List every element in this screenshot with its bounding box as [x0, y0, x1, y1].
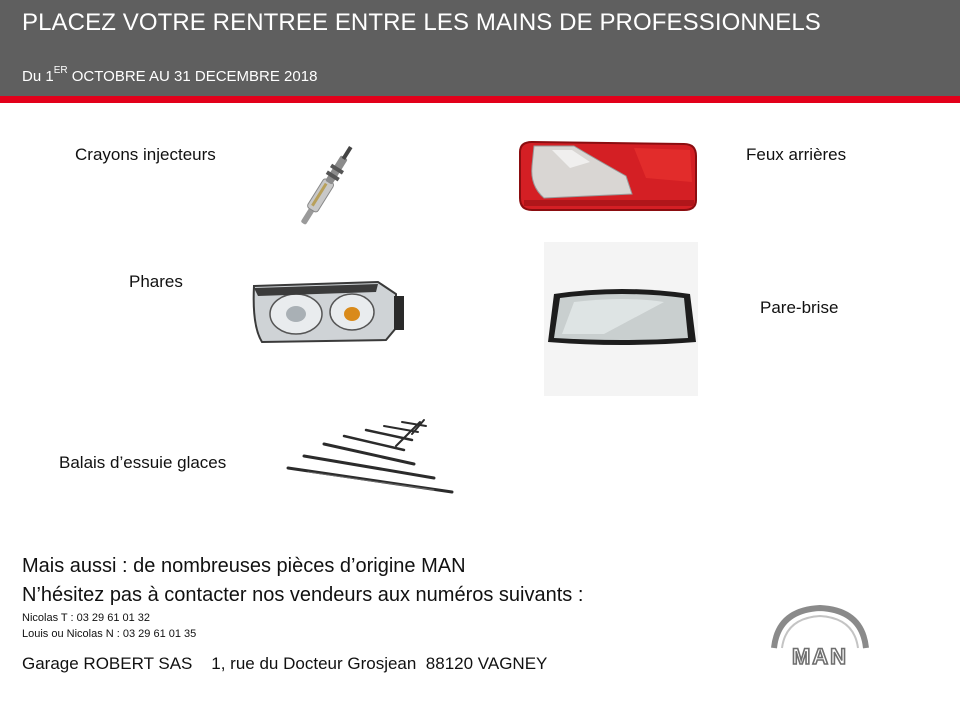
page-title: PLACEZ VOTRE RENTREE ENTRE LES MAINS DE PROFESSIONNELS	[22, 9, 821, 36]
dates-prefix: Du 1	[22, 68, 54, 85]
also-text: Mais aussi : de nombreuses pièces d’origine MAN	[22, 555, 466, 577]
promotion-dates	[22, 65, 318, 85]
headlight-image	[248, 276, 408, 346]
wipers-image	[284, 416, 460, 498]
label-headlights: Phares	[129, 272, 183, 291]
windshield-image	[544, 284, 700, 352]
dates-superscript: ER	[53, 65, 68, 76]
phone-line-1: Nicolas T : 03 29 61 01 32	[22, 612, 151, 624]
header-banner	[0, 0, 960, 96]
phone-line-2: Louis ou Nicolas N : 03 29 61 01 35	[22, 628, 197, 640]
label-injectors: Crayons injecteurs	[75, 145, 216, 164]
label-tail-lights: Feux arrières	[746, 145, 847, 164]
red-divider	[0, 96, 960, 103]
label-windshield: Pare-brise	[760, 298, 839, 317]
injector-image	[280, 138, 380, 234]
garage-address: Garage ROBERT SAS 1, rue du Docteur Grosjean 88120 VAGNEY	[22, 654, 548, 673]
man-logo	[764, 604, 876, 668]
contact-text: N’hésitez pas à contacter nos vendeurs aux numéros suivants :	[22, 584, 584, 606]
man-logo-text: MAN	[791, 644, 849, 668]
dates-suffix: OCTOBRE AU 31 DECEMBRE 2018	[67, 68, 318, 85]
tail-light-image	[514, 138, 700, 214]
label-wipers: Balais d’essuie glaces	[59, 453, 227, 472]
